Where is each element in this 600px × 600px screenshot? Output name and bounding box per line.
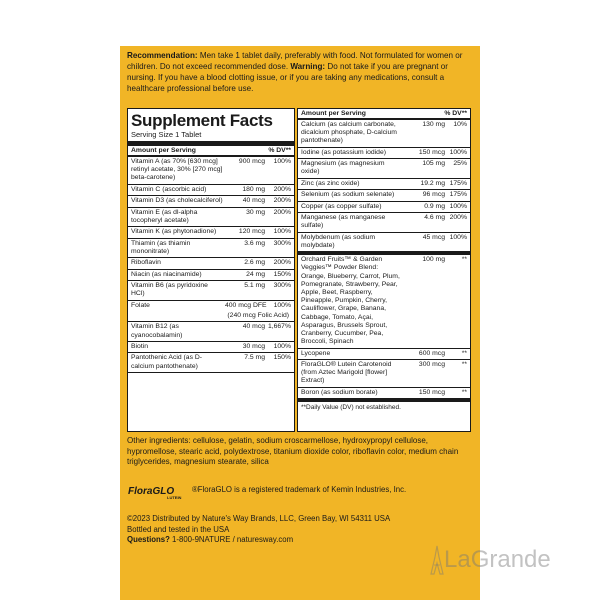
supplement-facts-right: [297, 108, 471, 432]
questions-contact: 1-800-9NATURE / naturesway.com: [169, 535, 294, 544]
nutrient-row: [298, 388, 470, 402]
nutrient-row: [298, 360, 470, 388]
nutrient-row: [128, 270, 294, 281]
nutrient-name: Vitamin B6 (as pyridoxine HCl): [131, 281, 208, 298]
nutrient-name: Orchard Fruits™ & Garden Veggies™ Powder Blend: Orange, Blueberry, Carrot, Plum, Pomegranate, Strawberry, Pear, Apple, Beet, Raspberry, Pineapple, Pumpkin, Cherry, Cauliflower, Grape, Banana, Cabbage, Tomato, Açai, Asparagus, Brussels Sprout, Cranberry, Cucumber, Pea, Broccoli, Spinach: [301, 256, 400, 346]
nutrient-amount: 130 mg: [422, 121, 445, 128]
watermark: [430, 540, 560, 580]
nutrient-row: [128, 301, 294, 311]
logo-sub: LUTEIN: [167, 495, 182, 500]
nutrient-dv: 100%: [273, 228, 291, 236]
nutrient-dv: **: [461, 256, 467, 264]
facts-header-right: [298, 109, 470, 120]
nutrient-row: [128, 342, 294, 353]
nutrient-dv: **: [461, 360, 467, 368]
nutrient-amount: 30 mg: [246, 208, 265, 216]
nutrient-dv: 25%: [453, 160, 467, 168]
facts-title: Supplement Facts: [131, 111, 273, 130]
nutrient-dv: 200%: [449, 213, 467, 221]
nutrient-amount: 120 mcg: [238, 228, 265, 236]
nutrient-row: [128, 157, 294, 185]
nutrient-dv: 300%: [273, 281, 291, 289]
recommendation-body: Men take 1 tablet daily, preferably with food. Not formulated for women or children. Do not exceed recommended dose.: [127, 51, 463, 71]
nutrient-amount: 900 mcg: [238, 158, 265, 165]
nutrient-name: Pantothenic Acid (as D-calcium pantothenate): [131, 354, 203, 370]
nutrient-name: Vitamin K (as phytonadione): [131, 228, 217, 236]
other-ingredients: Other ingredients: cellulose, gelatin, sodium croscarmellose, hydroxypropyl cellulose, hypromellose, stearic acid, polydextrose, titanium dioxide color, riboflavin color, medium chain triglycerides, magnesium stearate, silica: [127, 436, 459, 466]
nutrient-dv: 100%: [273, 342, 291, 350]
nutrient-note: [128, 311, 294, 322]
supplement-facts-left: [127, 108, 295, 432]
nutrient-amount: 3.6 mg: [244, 239, 265, 247]
nutrient-row: [128, 227, 294, 238]
nutrient-row: [128, 353, 294, 373]
nutrient-row: [298, 120, 470, 148]
warning-body: Do not take if you are pregnant or nursing. If you have a blood clotting issue, or if you are taking any medications, consult a healthcare professional before use.: [127, 62, 448, 93]
nutrient-row: [128, 196, 294, 207]
nutrient-name: Vitamin A (as 70% [630 mcg] retinyl acetate, 30% [270 mcg] beta-carotene): [131, 158, 223, 182]
watermark-text: LaGrande: [444, 546, 551, 573]
nutrient-row: [128, 258, 294, 269]
nutrient-name: Vitamin B12 (as cyanocobalamin): [131, 323, 183, 339]
nutrient-row: [298, 179, 470, 190]
nutrient-row: [128, 239, 294, 259]
recommendation-label: Recommendation:: [127, 51, 198, 60]
logo-text: FloraGLO: [128, 486, 175, 497]
distribution-block: [127, 514, 473, 546]
nutrient-name: Magnesium (as magnesium oxide): [301, 160, 385, 176]
nutrient-amount: 150 mcg: [418, 388, 445, 396]
questions-line: [127, 535, 473, 546]
nutrient-dv: 200%: [273, 197, 291, 205]
nutrient-amount: 100 mg: [422, 256, 445, 264]
nutrient-dv: 100%: [273, 301, 291, 309]
nutrient-amount: 45 mcg: [422, 233, 445, 241]
nutrient-amount: 105 mg: [422, 160, 445, 168]
nutrient-dv: **: [461, 388, 467, 396]
nutrient-row: [128, 322, 294, 342]
distributor-line: ©2023 Distributed by Nature's Way Brands, LLC, Green Bay, WI 54311 USA: [127, 514, 391, 523]
recommendation-text: [127, 50, 475, 94]
nutrient-name: Biotin: [131, 342, 149, 350]
dv-header: % DV**: [268, 147, 291, 154]
floraglo-logo: [127, 482, 189, 500]
nutrient-name: Copper (as copper sulfate): [301, 202, 382, 210]
nutrient-name: Iodine (as potassium iodide): [301, 148, 387, 156]
nutrient-amount: 180 mg: [242, 185, 265, 193]
nutrient-name: Thiamin (as thiamin mononitrate): [131, 239, 191, 255]
nutrient-row: [298, 233, 470, 256]
nutrient-amount: 5.1 mg: [244, 281, 265, 289]
nutrient-amount: 150 mcg: [418, 148, 445, 156]
serving-size: Serving Size 1 Tablet: [128, 130, 294, 146]
warning-label: Warning:: [290, 62, 326, 71]
questions-label: Questions?: [127, 535, 170, 544]
nutrient-row: [298, 190, 470, 201]
nutrient-dv: 200%: [273, 208, 291, 216]
nutrient-amount: 40 mcg: [242, 197, 265, 205]
nutrient-dv: 100%: [449, 233, 467, 241]
nutrient-name: Manganese (as manganese sulfate): [301, 213, 386, 230]
dv-footnote: **Daily Value (DV) not established.: [301, 404, 401, 412]
nutrient-name: Riboflavin: [131, 259, 161, 267]
nutrient-dv: **: [461, 349, 467, 357]
amount-header: Amount per Serving: [301, 110, 366, 117]
right-rows: [298, 120, 470, 402]
nutrient-amount: 4.6 mg: [424, 213, 445, 221]
facts-header-left: [128, 146, 294, 157]
nutrient-dv: 300%: [273, 239, 291, 247]
nutrient-dv: 175%: [449, 179, 467, 187]
nutrient-name: Calcium (as calcium carbonate, dicalcium phosphate, D-calcium pantothenate): [301, 121, 397, 145]
nutrient-name: Vitamin C (ascorbic acid): [131, 185, 207, 193]
nutrient-row: [298, 349, 470, 360]
nutrient-name: Boron (as sodium borate): [301, 388, 378, 396]
nutrient-row: [128, 208, 294, 228]
nutrient-name: Selenium (as sodium selenate): [301, 191, 395, 199]
nutrient-row: [128, 281, 294, 301]
nutrient-dv: 100%: [449, 148, 467, 156]
nutrient-name: Vitamin D3 (as cholecalciferol): [131, 197, 223, 205]
nutrient-dv: 150%: [273, 354, 291, 362]
amount-header: Amount per Serving: [131, 147, 196, 154]
nutrient-amount: 300 mcg: [418, 360, 445, 368]
nutrient-amount: 19.2 mg: [420, 179, 445, 187]
nutrient-row: [298, 213, 470, 233]
nutrient-name: Folate: [131, 301, 150, 309]
nutrient-amount: 40 mcg: [242, 323, 265, 331]
nutrient-amount: 0.9 mg: [424, 202, 445, 210]
nutrient-row: [298, 255, 470, 348]
nutrient-dv: 200%: [273, 185, 291, 193]
nutrient-amount: 2.6 mg: [244, 259, 265, 267]
nutrient-amount: 30 mcg: [242, 342, 265, 350]
nutrient-row: [298, 159, 470, 179]
nutrient-row: [298, 202, 470, 213]
nutrient-dv: 100%: [449, 202, 467, 210]
nutrient-amount: 7.5 mg: [244, 354, 265, 362]
bottled-line: Bottled and tested in the USA: [127, 524, 230, 534]
nutrient-row: [128, 185, 294, 196]
nutrient-dv: 150%: [273, 270, 291, 278]
nutrient-name: Zinc (as zinc oxide): [301, 179, 360, 187]
dv-header: % DV**: [444, 110, 467, 117]
eiffel-tower-icon: [430, 545, 444, 575]
nutrient-name: Niacin (as niacinamide): [131, 270, 202, 278]
nutrient-dv: 175%: [449, 191, 467, 199]
nutrient-dv: 200%: [273, 259, 291, 267]
trademark-text: ®FloraGLO is a registered trademark of Kemin Industries, Inc.: [192, 485, 407, 494]
nutrient-name: Vitamin E (as dl-alpha tocopheryl acetate): [131, 208, 198, 224]
nutrient-amount: 96 mcg: [422, 191, 445, 199]
nutrient-name: Molybdenum (as sodium molybdate): [301, 233, 376, 249]
nutrient-name: Lycopene: [301, 349, 331, 357]
nutrient-row: [298, 148, 470, 159]
left-rows: [128, 157, 294, 373]
nutrient-dv: 10%: [453, 121, 467, 128]
nutrient-amount: 24 mg: [246, 270, 265, 278]
nutrient-amount: 600 mcg: [418, 349, 445, 357]
nutrient-dv: 100%: [273, 158, 291, 165]
nutrient-name: FloraGLO® Lutein Carotenoid (from Aztec Marigold [flower] Extract): [301, 360, 392, 385]
nutrient-dv: 1,667%: [267, 323, 291, 331]
nutrient-amount: 400 mcg DFE: [225, 301, 267, 309]
folic-acid-note: (240 mcg Folic Acid): [227, 311, 289, 319]
